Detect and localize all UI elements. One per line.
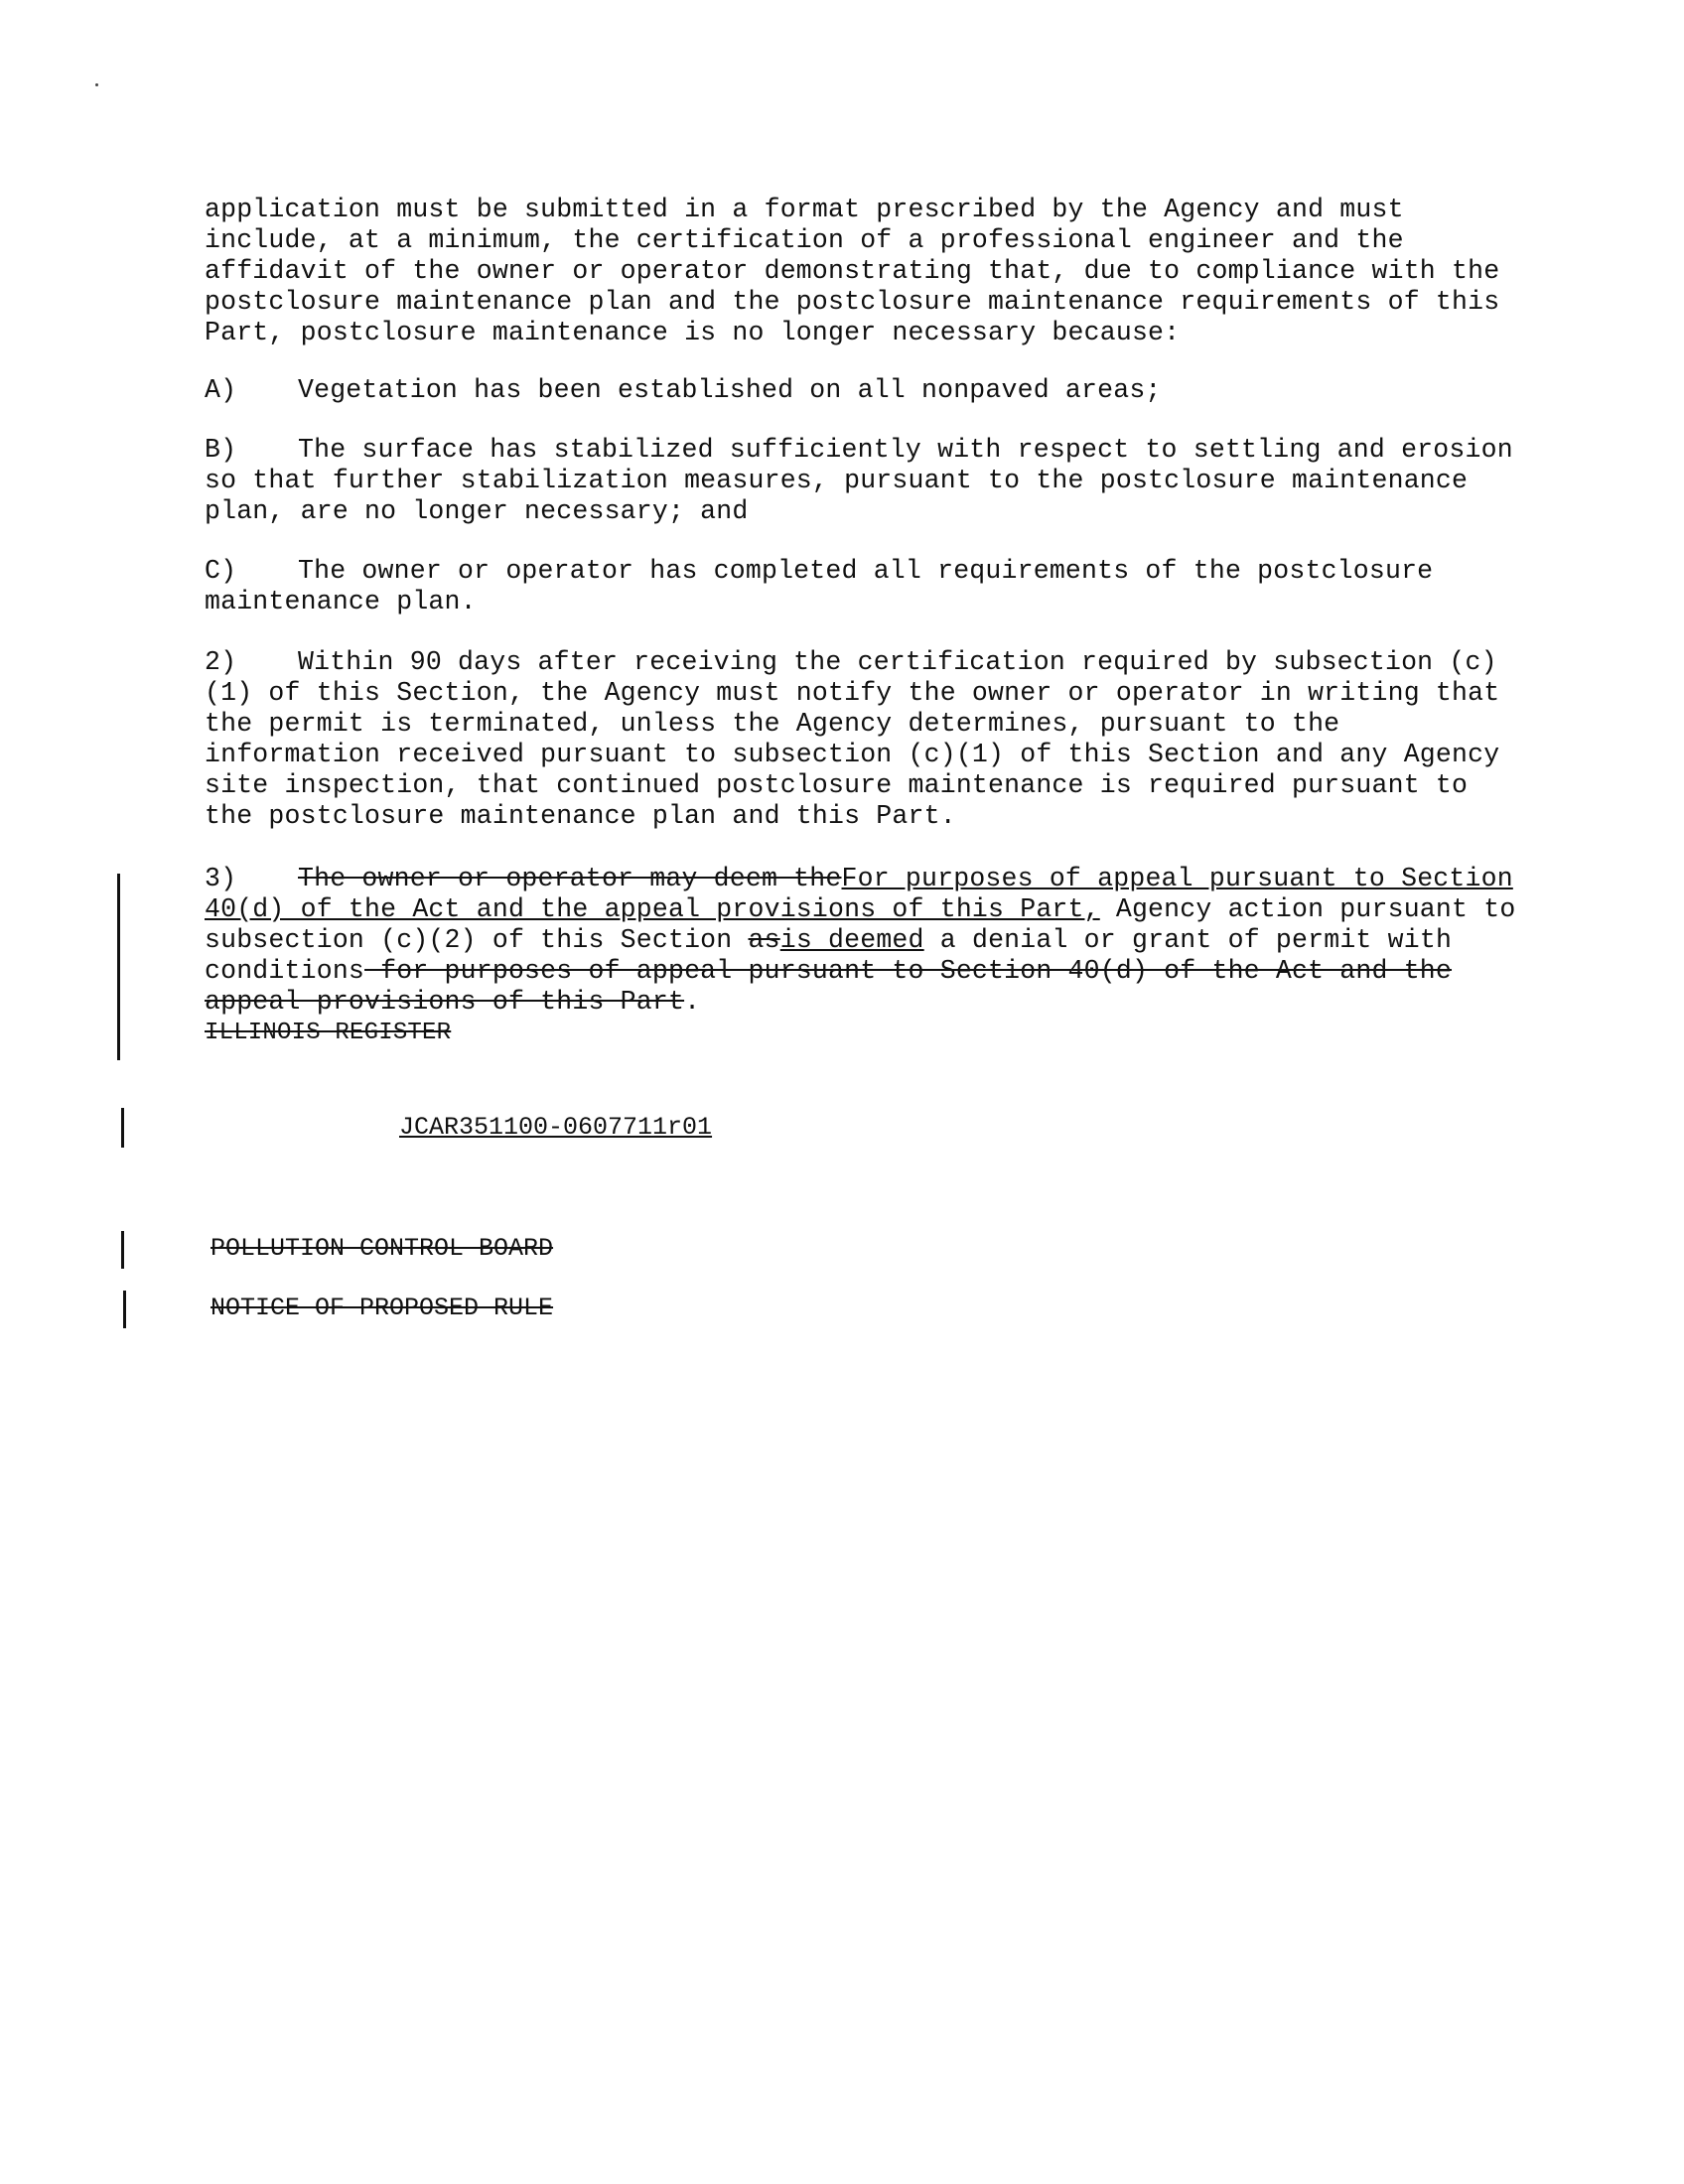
item-a-text: Vegetation has been established on all nonpaved areas; — [298, 375, 1162, 405]
scan-speck — [95, 83, 98, 86]
change-bar — [121, 1108, 124, 1148]
item-c-label: C) — [205, 556, 237, 586]
plain-text: a denial or grant of permit with conditions — [205, 925, 1453, 986]
item-c — [205, 556, 1525, 617]
plain-text: Agency action pursuant to subsection (c)(2) of this Section — [205, 894, 1516, 955]
deleted-text: as — [748, 925, 780, 955]
jcar-identifier: JCAR351100-0607711r01 — [399, 1113, 713, 1142]
illinois-register-struck: ILLINOIS REGISTER — [205, 1020, 452, 1046]
change-bar — [121, 1231, 124, 1269]
pollution-control-board-struck: POLLUTION CONTROL BOARD — [210, 1234, 554, 1263]
item-2 — [205, 647, 1525, 832]
item-2-label: 2) — [205, 647, 237, 677]
item-b-text: The surface has stabilized sufficiently with respect to settling and erosion so that further stabilization measures, pursuant to the postclosure maintenance plan, are no longer necessary; and — [205, 435, 1513, 526]
intro-text: application must be submitted in a format prescribed by the Agency and must include, at a minimum, the certification of a professional engineer and the affidavit of the owner or operator demonstrating that, due to compliance with the postclosure maintenance plan and the postclosure maintenance requirements of this Part, postclosure maintenance is no longer necessary because: — [205, 195, 1500, 347]
inserted-text: For purposes of appeal pursuant to Section 40(d) of the Act and the appeal provisions of this Part, — [205, 864, 1513, 924]
plain-text: . — [684, 987, 701, 1017]
item-c-text: The owner or operator has completed all requirements of the postclosure maintenance plan. — [205, 556, 1434, 616]
item-3-label: 3) — [205, 864, 237, 893]
change-bar — [117, 874, 120, 1060]
item-b-label: B) — [205, 435, 237, 465]
item-3 — [205, 864, 1525, 1048]
change-bar — [123, 1291, 126, 1328]
deleted-text: for purposes of appeal pursuant to Section 40(d) of the Act and the appeal provisions of this Part — [205, 956, 1453, 1017]
item-a-label: A) — [205, 375, 237, 405]
item-b — [205, 435, 1525, 527]
item-2-text: Within 90 days after receiving the certification required by subsection (c)(1) of this Section, the Agency must notify the owner or operator in writing that the permit is terminated, unless the Agency determines, pursuant to the information received pursuant to subsection (c)(1) of this Section and any Agency site inspection, that continued postclosure maintenance is required pursuant to the postclosure maintenance plan and this Part. — [205, 647, 1500, 831]
item-a — [205, 375, 1525, 406]
intro-paragraph — [205, 195, 1525, 348]
deleted-text: The owner or operator may deem the — [298, 864, 842, 893]
notice-of-proposed-rule-struck: NOTICE OF PROPOSED RULE — [210, 1294, 554, 1322]
inserted-text: is deemed — [779, 925, 924, 955]
